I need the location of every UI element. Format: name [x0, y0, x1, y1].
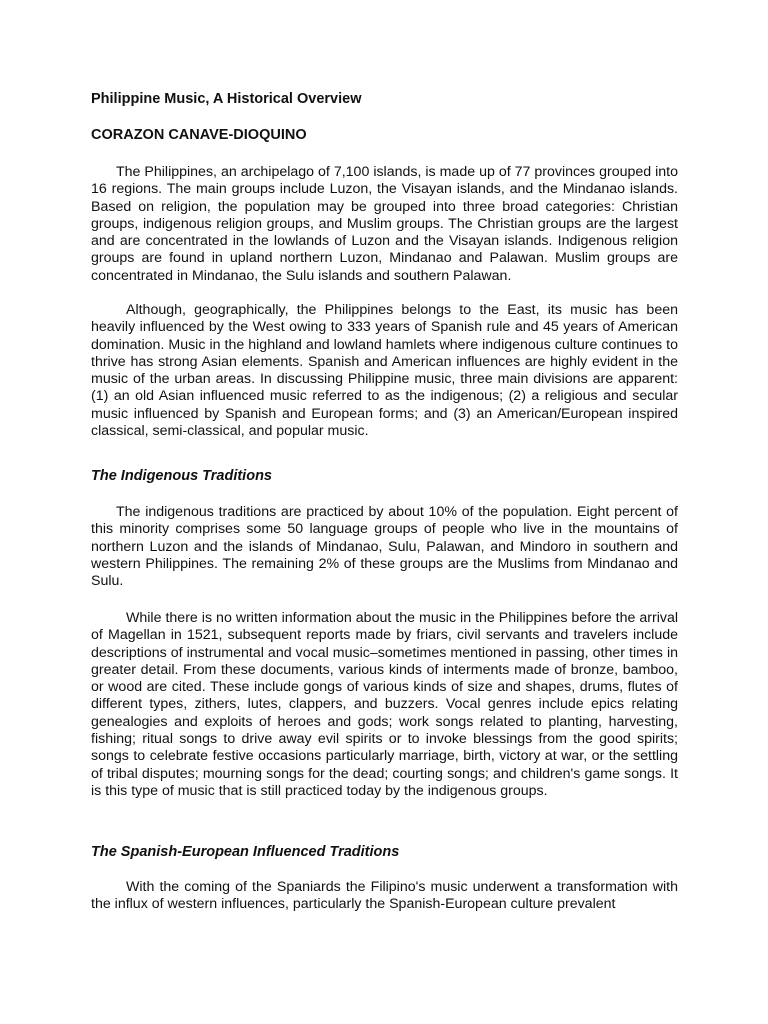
body-paragraph: The Philippines, an archipelago of 7,100 islands, is made up of 77 provinces grouped into 16 regions. The main groups include Luzon, the Visayan islands, and the Mindanao islands. Based on religion, the population may be grouped into three broad categories: Christian groups, indigenous religion groups, and Muslim groups. The Christian groups are the largest and are concentrated in the lowlands of Luzon and the Visayan islands. Indigenous religion groups are found in upland northern Luzon, Mindanao and Palawan. Muslim groups are concentrated in Mindanao, the Sulu islands and southern Palawan.	[91, 164, 678, 284]
body-paragraph: Although, geographically, the Philippines belongs to the East, its music has been heavily influenced by the West owing to 333 years of Spanish rule and 45 years of American domination. Music in the highland and lowland hamlets where indigenous culture continues to thrive has strong Asian elements. Spanish and American influences are highly evident in the music of the urban areas. In discussing Philippine music, three main divisions are apparent: (1) an old Asian influenced music referred to as the indigenous; (2) a religious and secular music influenced by Spanish and European forms; and (3) an American/European inspired classical, semi-classical, and popular music.	[91, 302, 678, 440]
section-heading-spanish-european: The Spanish-European Influenced Traditions	[91, 844, 400, 860]
body-paragraph: With the coming of the Spaniards the Filipino's music underwent a transformation with the influx of western influences, particularly the Spanish-European culture prevalent	[91, 879, 678, 913]
body-paragraph: While there is no written information about the music in the Philippines before the arrival of Magellan in 1521, subsequent reports made by friars, civil servants and travelers include descriptions of instrumental and vocal music–sometimes mentioned in passing, other times in greater detail. From these documents, various kinds of interments made of bronze, bamboo, or wood are cited. These include gongs of various kinds of size and shapes, drums, flutes of different types, zithers, lutes, clappers, and buzzers. Vocal genres include epics relating genealogies and exploits of heroes and gods; work songs related to planting, harvesting, fishing; ritual songs to drive away evil spirits or to invoke blessings from the good spirits; songs to celebrate festive occasions particularly marriage, birth, victory at war, or the settling of tribal disputes; mourning songs for the dead; courting songs; and children's game songs. It is this type of music that is still practiced today by the indigenous groups.	[91, 610, 678, 799]
document-author: CORAZON CANAVE-DIOQUINO	[91, 127, 307, 143]
document-title: Philippine Music, A Historical Overview	[91, 91, 362, 107]
section-heading-indigenous: The Indigenous Traditions	[91, 468, 272, 484]
body-paragraph: The indigenous traditions are practiced by about 10% of the population. Eight percent of this minority comprises some 50 language groups of people who live in the mountains of northern Luzon and the islands of Mindanao, Sulu, Palawan, and Mindoro in southern and western Philippines. The remaining 2% of these groups are the Muslims from Mindanao and Sulu.	[91, 504, 678, 590]
